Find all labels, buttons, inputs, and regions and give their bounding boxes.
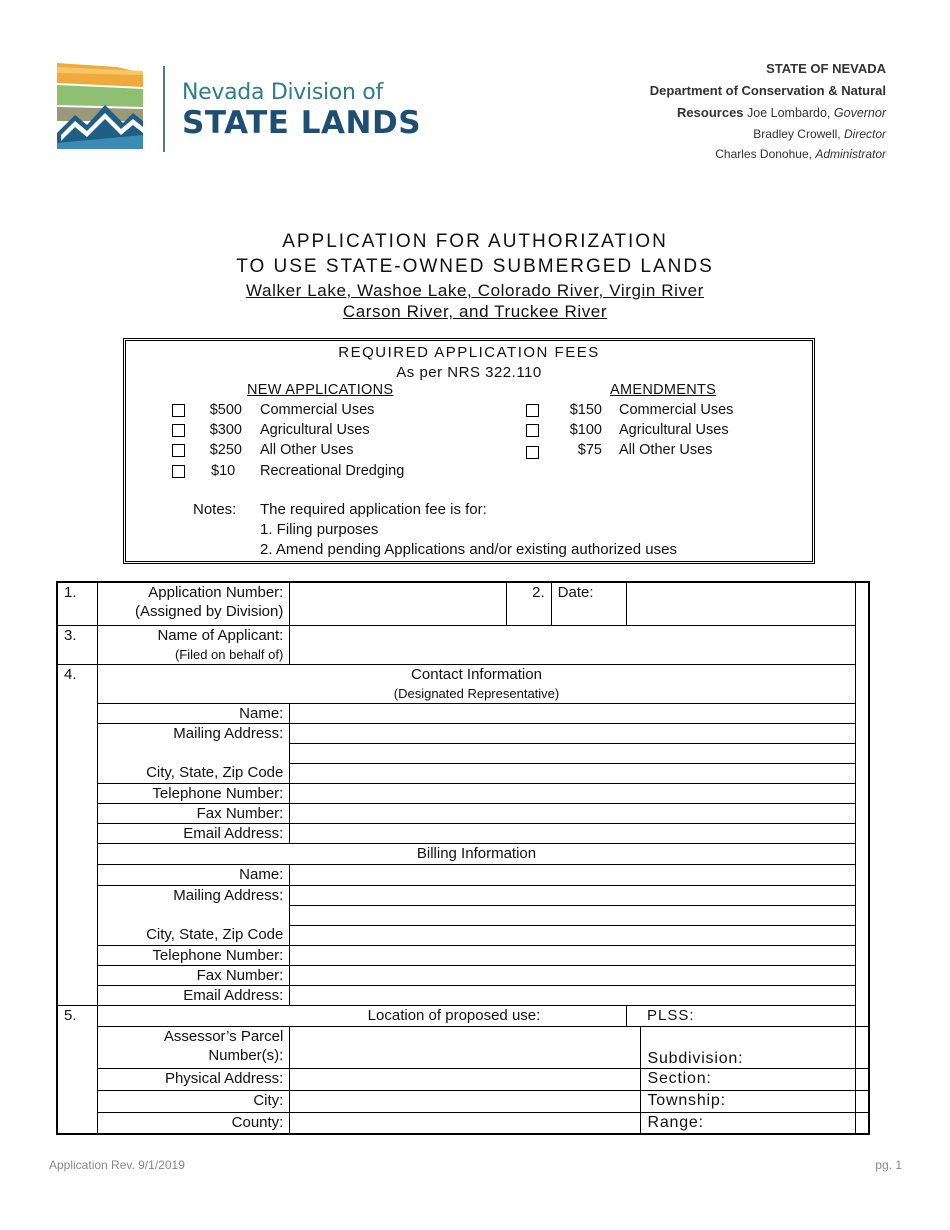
required-fees-box <box>123 338 815 564</box>
billing-address-label <box>98 885 290 945</box>
billing-fax-field[interactable] <box>290 965 856 985</box>
fee-label: Recreational Dredging <box>260 463 405 479</box>
department-line-2: Resources <box>677 105 744 120</box>
table-row <box>57 703 869 723</box>
location-heading: Location of proposed use: <box>98 1005 627 1026</box>
item-number: 5. <box>57 1005 98 1134</box>
new-applications-heading: NEW APPLICATIONS <box>247 382 394 398</box>
table-row <box>57 1090 869 1112</box>
applicant-label <box>98 625 290 664</box>
section-field[interactable] <box>856 1068 870 1090</box>
fee-amount: $500 <box>209 402 242 418</box>
table-row <box>57 582 869 625</box>
item-number: 3. <box>57 625 98 664</box>
plss-heading: PLSS: <box>626 1005 855 1026</box>
form-title-line-1: APPLICATION FOR AUTHORIZATION <box>282 231 668 252</box>
contact-email-label: Email Address: <box>98 823 290 843</box>
table-row <box>57 965 869 985</box>
label-text: Number(s): <box>208 1046 284 1064</box>
fee-checkbox[interactable] <box>526 404 539 417</box>
label-text: City, State, Zip Code <box>146 763 284 781</box>
table-row <box>57 985 869 1005</box>
form-title-line-4 <box>0 302 950 322</box>
fee-checkbox[interactable] <box>526 446 539 459</box>
department-governor-line <box>650 102 886 124</box>
parcel-number-label <box>98 1026 290 1068</box>
contact-city-field[interactable] <box>290 763 856 783</box>
label-text: Mailing Address: <box>173 886 284 904</box>
mountain-logo-icon <box>57 63 143 149</box>
table-row <box>57 625 869 664</box>
table-row <box>57 1112 869 1134</box>
applicant-name-field[interactable] <box>290 625 856 664</box>
billing-phone-label: Telephone Number: <box>98 945 290 965</box>
fee-amount: $150 <box>569 402 602 418</box>
logo-divider <box>163 66 165 152</box>
city-field[interactable] <box>290 1090 641 1112</box>
billing-fax-label: Fax Number: <box>98 965 290 985</box>
application-form-table <box>56 581 870 1135</box>
section-subtitle: (Designated Representative) <box>393 685 560 701</box>
contact-address-field[interactable] <box>290 723 856 743</box>
county-label: County: <box>98 1112 290 1134</box>
label-text: Assessor’s Parcel <box>163 1027 284 1045</box>
table-row <box>57 885 869 905</box>
table-row <box>57 1026 869 1068</box>
billing-name-field[interactable] <box>290 864 856 885</box>
notes-label: Notes: <box>193 501 237 518</box>
billing-info-heading: Billing Information <box>98 843 856 864</box>
table-row <box>57 1068 869 1090</box>
contact-fax-field[interactable] <box>290 803 856 823</box>
logo-line-2: STATE LANDS <box>182 105 422 141</box>
table-row <box>57 783 869 803</box>
fee-amount: $250 <box>209 442 242 458</box>
fee-amount: $300 <box>209 422 242 438</box>
item-number: 2. <box>507 582 552 625</box>
logo-wordmark <box>182 80 421 141</box>
label-text: Application Number: <box>148 584 284 601</box>
table-row <box>57 803 869 823</box>
fee-amount: $75 <box>577 442 602 458</box>
application-number-field[interactable] <box>290 582 507 625</box>
label-text: Mailing Address: <box>173 724 284 742</box>
note-line: 2. Amend pending Applications and/or existing authorized uses <box>260 541 677 558</box>
waters-list-1: Walker Lake, Washoe Lake, Colorado River, Virgin River <box>246 281 704 300</box>
state-agency-block <box>650 58 886 164</box>
contact-fax-label: Fax Number: <box>98 803 290 823</box>
amendments-heading: AMENDMENTS <box>610 382 717 398</box>
fee-label: All Other Uses <box>260 442 354 458</box>
range-label: Range: <box>641 1112 856 1134</box>
parcel-number-field[interactable] <box>290 1026 641 1068</box>
table-row <box>57 945 869 965</box>
section-label: Section: <box>641 1068 856 1090</box>
label-subtext: (Assigned by Division) <box>134 603 284 620</box>
contact-phone-label: Telephone Number: <box>98 783 290 803</box>
application-number-label <box>98 582 290 625</box>
director-name: Bradley Crowell, <box>753 127 841 141</box>
item-number: 4. <box>57 664 98 1005</box>
revision-footer: Application Rev. 9/1/2019 <box>49 1158 185 1172</box>
fee-checkbox[interactable] <box>526 424 539 437</box>
fees-heading: REQUIRED APPLICATION FEES <box>338 344 600 361</box>
contact-name-label: Name: <box>98 703 290 723</box>
fee-label: Commercial Uses <box>619 402 734 418</box>
page-number: pg. 1 <box>875 1158 902 1172</box>
administrator-title: Administrator <box>815 147 886 161</box>
department-line-1: Department of Conservation & Natural <box>649 83 886 98</box>
item-number: 1. <box>57 582 98 625</box>
fees-subheading: As per NRS 322.110 <box>396 364 542 381</box>
contact-info-heading <box>98 664 856 703</box>
fee-label: Agricultural Uses <box>260 422 370 438</box>
table-row <box>57 823 869 843</box>
billing-email-field[interactable] <box>290 985 856 1005</box>
table-row <box>57 723 869 743</box>
date-label: Date: <box>551 582 626 625</box>
table-row <box>57 1005 869 1026</box>
form-title-line-3 <box>0 281 950 301</box>
fee-checkbox[interactable] <box>172 444 185 457</box>
fee-label: Agricultural Uses <box>619 422 729 438</box>
contact-phone-field[interactable] <box>290 783 856 803</box>
director-line <box>650 124 886 144</box>
logo-line-1: Nevada Division of <box>182 80 383 105</box>
township-field[interactable] <box>856 1090 870 1112</box>
fee-checkbox[interactable] <box>172 424 185 437</box>
subdivision-field[interactable] <box>856 1026 870 1068</box>
township-label: Township: <box>641 1090 856 1112</box>
administrator-name: Charles Donohue, <box>715 147 812 161</box>
contact-email-field[interactable] <box>290 823 856 843</box>
range-field[interactable] <box>856 1112 870 1134</box>
administrator-line <box>650 144 886 164</box>
note-line: The required application fee is for: <box>260 501 487 518</box>
note-line: 1. Filing purposes <box>260 521 379 538</box>
fee-label: Commercial Uses <box>260 402 375 418</box>
table-row <box>57 864 869 885</box>
fee-amount: $10 <box>211 463 236 479</box>
billing-phone-field[interactable] <box>290 945 856 965</box>
fee-checkbox[interactable] <box>172 404 185 417</box>
city-label: City: <box>98 1090 290 1112</box>
label-text: City, State, Zip Code <box>146 925 284 943</box>
contact-name-field[interactable] <box>290 703 856 723</box>
billing-address-field[interactable] <box>290 885 856 905</box>
billing-email-label: Email Address: <box>98 985 290 1005</box>
waters-list-2: Carson River, and Truckee River <box>342 302 608 321</box>
fee-checkbox[interactable] <box>172 465 185 478</box>
billing-address-field-2[interactable] <box>290 905 856 925</box>
table-row <box>57 843 869 864</box>
label-text: Name of Applicant: <box>157 626 284 644</box>
section-title: Contact Information <box>411 665 542 683</box>
contact-address-field-2[interactable] <box>290 743 856 763</box>
billing-name-label: Name: <box>98 864 290 885</box>
state-name: STATE OF NEVADA <box>766 61 886 76</box>
contact-address-label <box>98 723 290 783</box>
physical-address-label: Physical Address: <box>98 1068 290 1090</box>
physical-address-field[interactable] <box>290 1068 641 1090</box>
governor-title: Governor <box>833 106 886 120</box>
subdivision-label: Subdivision: <box>641 1026 856 1068</box>
county-field[interactable] <box>290 1112 641 1134</box>
date-field[interactable] <box>626 582 855 625</box>
table-row <box>57 664 869 703</box>
label-subtext: (Filed on behalf of) <box>174 646 284 662</box>
director-title: Director <box>843 127 886 141</box>
form-title-line-2: TO USE STATE-OWNED SUBMERGED LANDS <box>236 256 714 277</box>
billing-city-field[interactable] <box>290 925 856 945</box>
governor-name: Joe Lombardo, <box>747 106 831 120</box>
fee-amount: $100 <box>569 422 602 438</box>
notes-list <box>260 500 677 560</box>
fee-label: All Other Uses <box>619 442 713 458</box>
